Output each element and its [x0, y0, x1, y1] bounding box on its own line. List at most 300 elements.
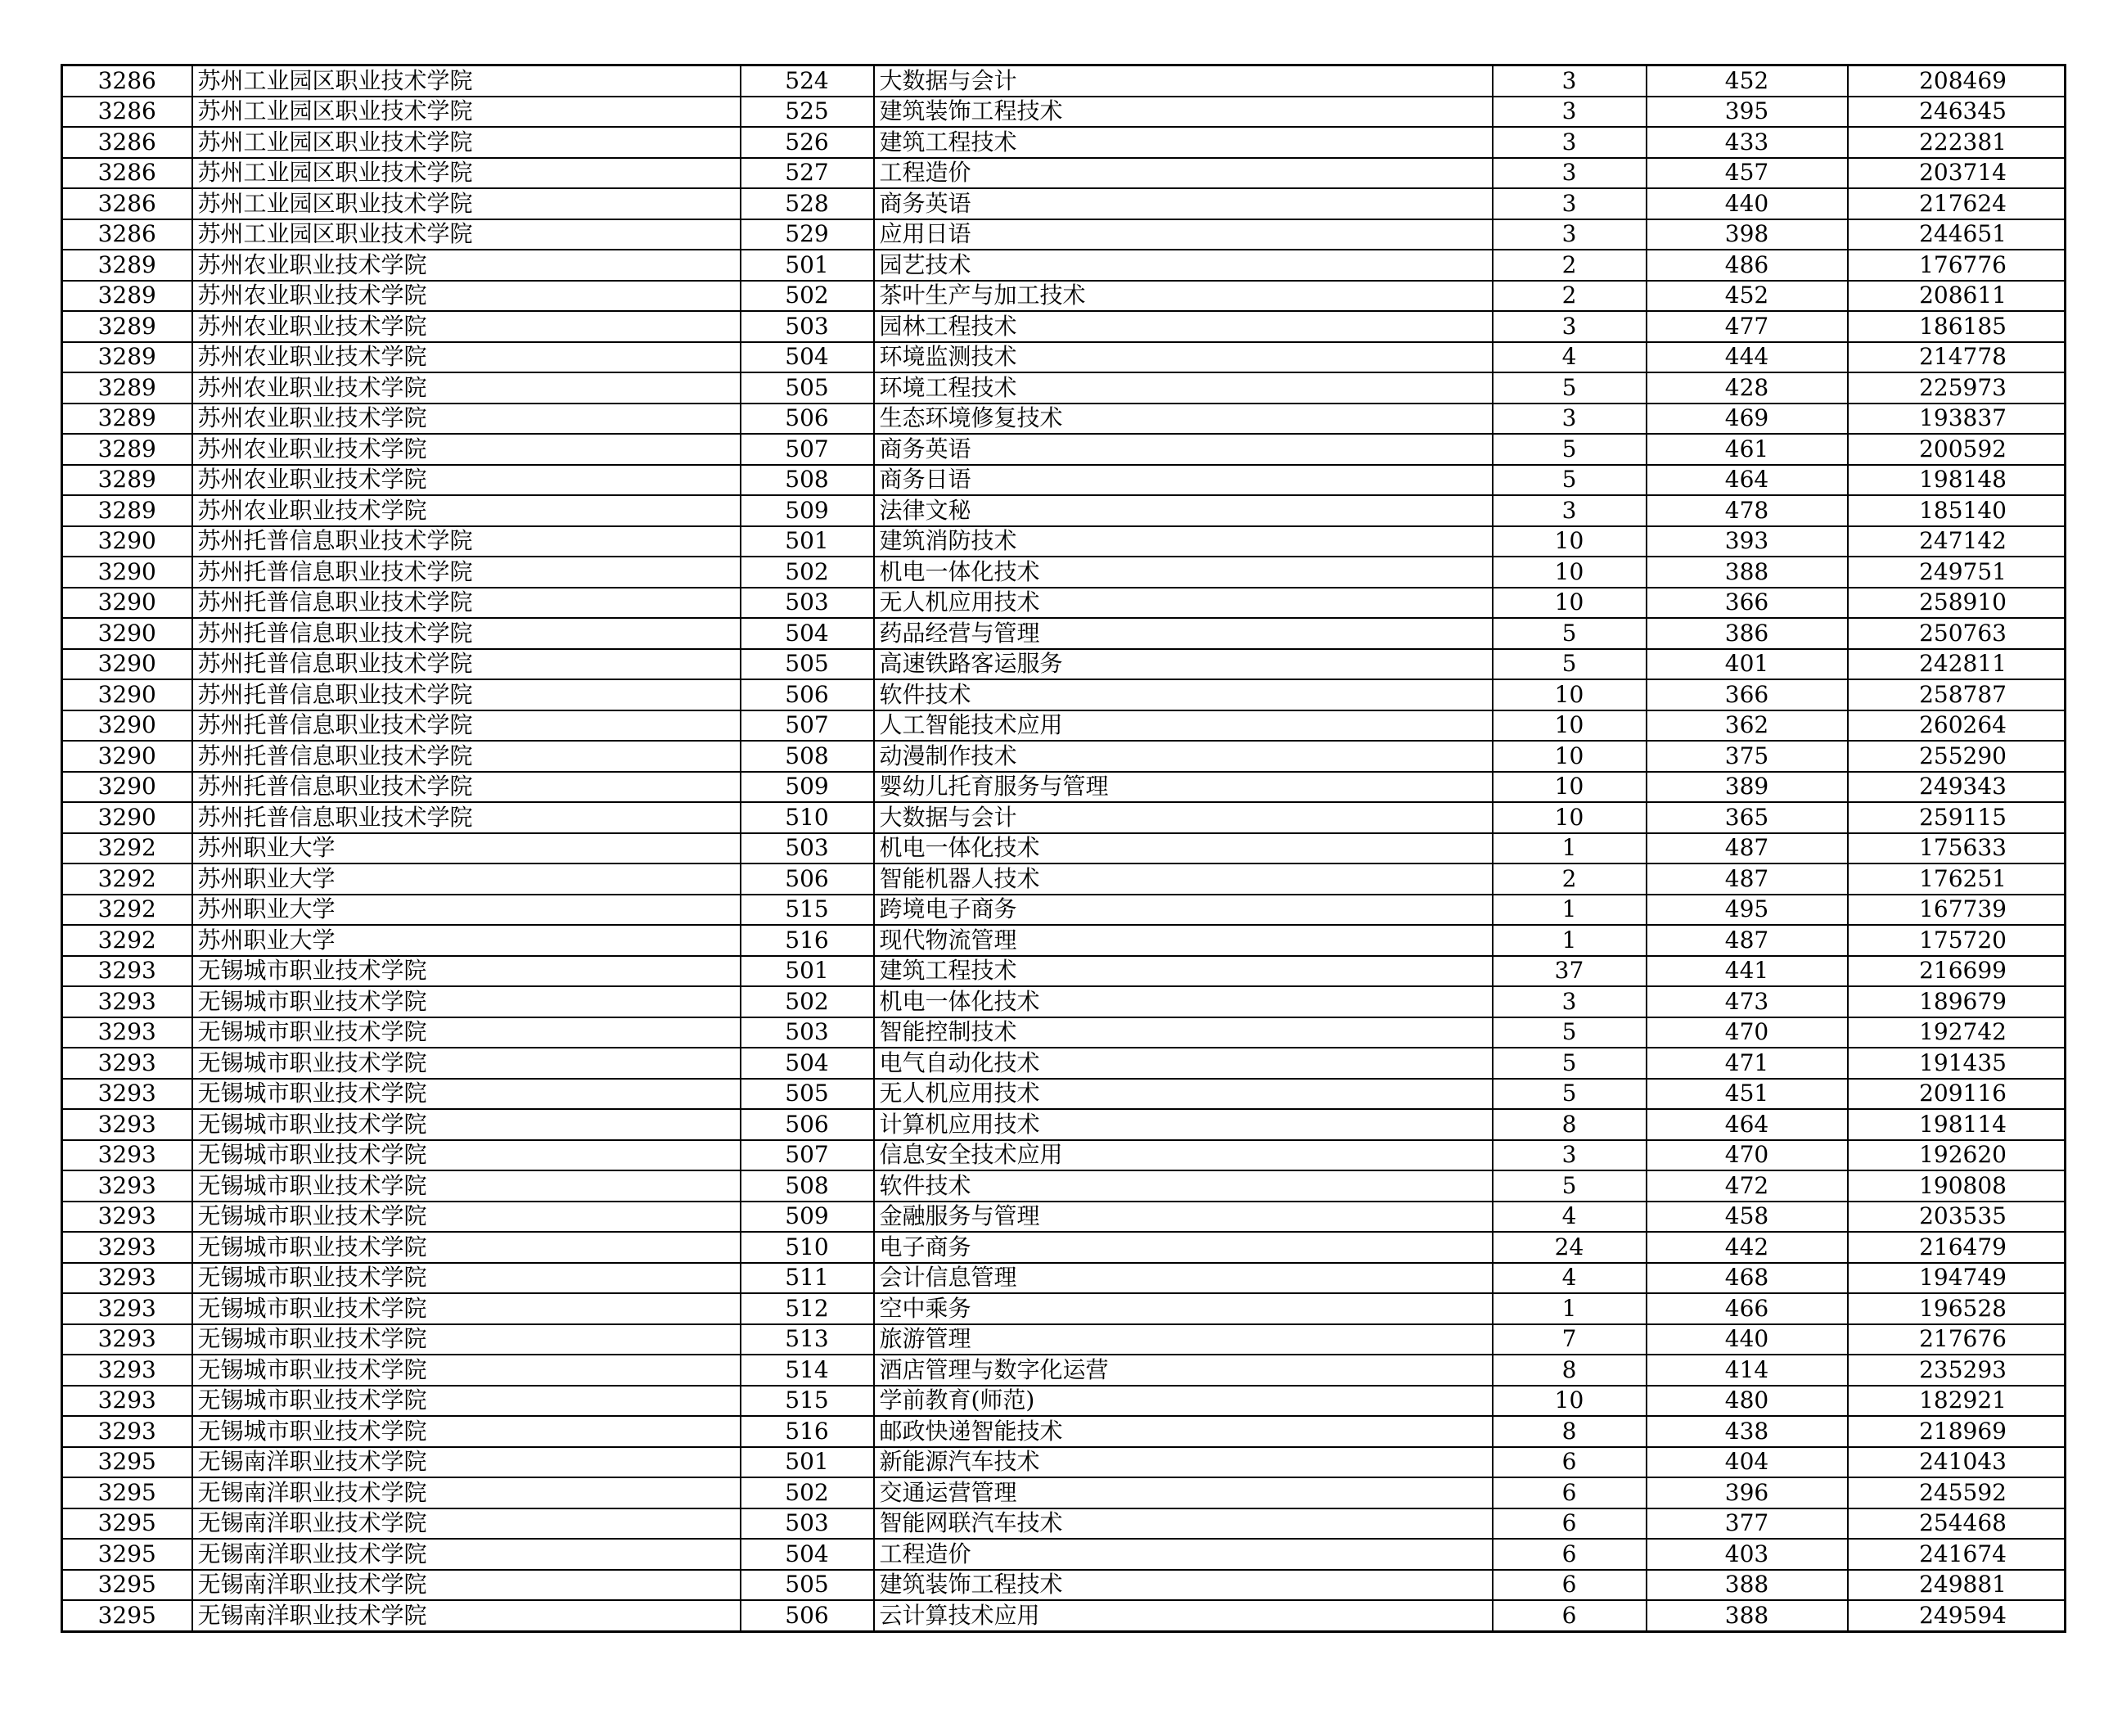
min-score-cell: 473	[1647, 986, 1848, 1017]
major-code-cell: 516	[741, 925, 874, 956]
plan-count-cell: 8	[1493, 1416, 1647, 1447]
plan-count-cell: 37	[1493, 956, 1647, 987]
table-row	[62, 557, 2066, 588]
major-code-cell: 509	[741, 495, 874, 526]
major-code-cell: 503	[741, 833, 874, 864]
school-name-cell: 无锡城市职业技术学院	[192, 1048, 741, 1079]
rank-cell: 222381	[1848, 127, 2066, 158]
major-code-cell: 506	[741, 1109, 874, 1140]
plan-count-cell: 10	[1493, 802, 1647, 833]
rank-cell: 241043	[1848, 1447, 2066, 1478]
plan-count-cell: 5	[1493, 1017, 1647, 1048]
major-code-cell: 507	[741, 1140, 874, 1171]
rank-cell: 209116	[1848, 1079, 2066, 1110]
major-code-cell: 526	[741, 127, 874, 158]
table-row	[62, 741, 2066, 772]
rank-cell: 167739	[1848, 895, 2066, 926]
school-code-cell: 3293	[62, 986, 192, 1017]
school-code-cell: 3289	[62, 434, 192, 465]
major-name-cell: 智能控制技术	[874, 1017, 1493, 1048]
rank-cell: 249881	[1848, 1570, 2066, 1601]
major-code-cell: 516	[741, 1416, 874, 1447]
major-code-cell: 529	[741, 219, 874, 250]
plan-count-cell: 2	[1493, 281, 1647, 312]
major-name-cell: 机电一体化技术	[874, 557, 1493, 588]
plan-count-cell: 3	[1493, 65, 1647, 97]
plan-count-cell: 4	[1493, 1202, 1647, 1233]
major-name-cell: 现代物流管理	[874, 925, 1493, 956]
school-name-cell: 无锡城市职业技术学院	[192, 1109, 741, 1140]
school-code-cell: 3293	[62, 1079, 192, 1110]
plan-count-cell: 3	[1493, 311, 1647, 342]
major-code-cell: 525	[741, 97, 874, 128]
school-name-cell: 无锡城市职业技术学院	[192, 1355, 741, 1386]
school-code-cell: 3293	[62, 1263, 192, 1294]
school-code-cell: 3290	[62, 557, 192, 588]
table-row	[62, 1048, 2066, 1079]
table-row	[62, 1263, 2066, 1294]
school-name-cell: 无锡城市职业技术学院	[192, 1140, 741, 1171]
min-score-cell: 414	[1647, 1355, 1848, 1386]
major-name-cell: 建筑消防技术	[874, 526, 1493, 557]
min-score-cell: 441	[1647, 956, 1848, 987]
table-row	[62, 618, 2066, 649]
table-row	[62, 434, 2066, 465]
rank-cell: 182921	[1848, 1386, 2066, 1417]
table-row	[62, 1539, 2066, 1570]
plan-count-cell: 4	[1493, 1263, 1647, 1294]
major-name-cell: 工程造价	[874, 1539, 1493, 1570]
school-name-cell: 无锡南洋职业技术学院	[192, 1477, 741, 1508]
school-code-cell: 3290	[62, 588, 192, 619]
rank-cell: 198114	[1848, 1109, 2066, 1140]
school-code-cell: 3293	[62, 1048, 192, 1079]
major-name-cell: 会计信息管理	[874, 1263, 1493, 1294]
major-code-cell: 503	[741, 588, 874, 619]
rank-cell: 200592	[1848, 434, 2066, 465]
major-code-cell: 515	[741, 1386, 874, 1417]
school-name-cell: 无锡城市职业技术学院	[192, 1263, 741, 1294]
school-name-cell: 无锡城市职业技术学院	[192, 986, 741, 1017]
min-score-cell: 403	[1647, 1539, 1848, 1570]
major-name-cell: 商务日语	[874, 465, 1493, 496]
table-row	[62, 97, 2066, 128]
major-name-cell: 法律文秘	[874, 495, 1493, 526]
min-score-cell: 366	[1647, 588, 1848, 619]
rank-cell: 198148	[1848, 465, 2066, 496]
school-code-cell: 3293	[62, 1386, 192, 1417]
school-name-cell: 苏州农业职业技术学院	[192, 250, 741, 281]
plan-count-cell: 10	[1493, 588, 1647, 619]
school-name-cell: 无锡南洋职业技术学院	[192, 1539, 741, 1570]
plan-count-cell: 24	[1493, 1232, 1647, 1263]
major-name-cell: 高速铁路客运服务	[874, 649, 1493, 680]
major-code-cell: 507	[741, 434, 874, 465]
rank-cell: 249594	[1848, 1600, 2066, 1631]
school-name-cell: 无锡城市职业技术学院	[192, 1324, 741, 1355]
school-code-cell: 3286	[62, 188, 192, 219]
major-code-cell: 505	[741, 1570, 874, 1601]
plan-count-cell: 3	[1493, 219, 1647, 250]
plan-count-cell: 7	[1493, 1324, 1647, 1355]
plan-count-cell: 5	[1493, 649, 1647, 680]
min-score-cell: 469	[1647, 404, 1848, 435]
min-score-cell: 440	[1647, 188, 1848, 219]
school-name-cell: 苏州农业职业技术学院	[192, 495, 741, 526]
school-code-cell: 3293	[62, 1324, 192, 1355]
table-row	[62, 863, 2066, 895]
school-code-cell: 3293	[62, 1293, 192, 1324]
school-code-cell: 3286	[62, 97, 192, 128]
min-score-cell: 464	[1647, 465, 1848, 496]
school-code-cell: 3295	[62, 1508, 192, 1540]
plan-count-cell: 4	[1493, 342, 1647, 373]
school-name-cell: 苏州职业大学	[192, 895, 741, 926]
school-code-cell: 3293	[62, 1232, 192, 1263]
major-name-cell: 商务英语	[874, 434, 1493, 465]
min-score-cell: 366	[1647, 679, 1848, 710]
school-name-cell: 无锡城市职业技术学院	[192, 1017, 741, 1048]
school-name-cell: 苏州农业职业技术学院	[192, 311, 741, 342]
min-score-cell: 472	[1647, 1170, 1848, 1202]
table-row	[62, 495, 2066, 526]
min-score-cell: 386	[1647, 618, 1848, 649]
min-score-cell: 468	[1647, 1263, 1848, 1294]
school-name-cell: 无锡城市职业技术学院	[192, 1170, 741, 1202]
min-score-cell: 452	[1647, 65, 1848, 97]
school-code-cell: 3290	[62, 802, 192, 833]
min-score-cell: 487	[1647, 925, 1848, 956]
school-code-cell: 3290	[62, 710, 192, 742]
major-name-cell: 园林工程技术	[874, 311, 1493, 342]
rank-cell: 217676	[1848, 1324, 2066, 1355]
school-name-cell: 苏州托普信息职业技术学院	[192, 802, 741, 833]
major-name-cell: 茶叶生产与加工技术	[874, 281, 1493, 312]
table-row	[62, 1477, 2066, 1508]
min-score-cell: 451	[1647, 1079, 1848, 1110]
min-score-cell: 433	[1647, 127, 1848, 158]
table-row	[62, 1109, 2066, 1140]
table-row	[62, 1202, 2066, 1233]
major-code-cell: 501	[741, 1447, 874, 1478]
rank-cell: 193837	[1848, 404, 2066, 435]
major-name-cell: 园艺技术	[874, 250, 1493, 281]
school-name-cell: 无锡城市职业技术学院	[192, 956, 741, 987]
rank-cell: 235293	[1848, 1355, 2066, 1386]
school-code-cell: 3286	[62, 127, 192, 158]
major-name-cell: 交通运营管理	[874, 1477, 1493, 1508]
min-score-cell: 401	[1647, 649, 1848, 680]
table-row	[62, 1416, 2066, 1447]
major-name-cell: 金融服务与管理	[874, 1202, 1493, 1233]
major-name-cell: 新能源汽车技术	[874, 1447, 1493, 1478]
major-name-cell: 工程造价	[874, 158, 1493, 189]
rank-cell: 190808	[1848, 1170, 2066, 1202]
school-code-cell: 3293	[62, 956, 192, 987]
plan-count-cell: 2	[1493, 863, 1647, 895]
school-name-cell: 无锡城市职业技术学院	[192, 1386, 741, 1417]
min-score-cell: 388	[1647, 1570, 1848, 1601]
plan-count-cell: 2	[1493, 250, 1647, 281]
school-name-cell: 苏州托普信息职业技术学院	[192, 557, 741, 588]
table-body	[62, 65, 2066, 1632]
major-code-cell: 506	[741, 1600, 874, 1631]
major-name-cell: 大数据与会计	[874, 65, 1493, 97]
major-name-cell: 邮政快递智能技术	[874, 1416, 1493, 1447]
table-row	[62, 1293, 2066, 1324]
rank-cell: 216479	[1848, 1232, 2066, 1263]
rank-cell: 241674	[1848, 1539, 2066, 1570]
major-name-cell: 跨境电子商务	[874, 895, 1493, 926]
table-row	[62, 956, 2066, 987]
table-row	[62, 986, 2066, 1017]
major-code-cell: 504	[741, 1539, 874, 1570]
major-code-cell: 506	[741, 404, 874, 435]
school-name-cell: 无锡南洋职业技术学院	[192, 1600, 741, 1631]
table-row	[62, 1508, 2066, 1540]
table-row	[62, 710, 2066, 742]
school-name-cell: 苏州农业职业技术学院	[192, 372, 741, 404]
school-code-cell: 3295	[62, 1539, 192, 1570]
plan-count-cell: 6	[1493, 1477, 1647, 1508]
major-name-cell: 无人机应用技术	[874, 1079, 1493, 1110]
plan-count-cell: 5	[1493, 618, 1647, 649]
min-score-cell: 396	[1647, 1477, 1848, 1508]
table-row	[62, 1386, 2066, 1417]
table-row	[62, 1355, 2066, 1386]
table-row	[62, 127, 2066, 158]
plan-count-cell: 3	[1493, 404, 1647, 435]
table-row	[62, 1570, 2066, 1601]
min-score-cell: 395	[1647, 97, 1848, 128]
school-name-cell: 苏州工业园区职业技术学院	[192, 158, 741, 189]
major-code-cell: 527	[741, 158, 874, 189]
major-code-cell: 515	[741, 895, 874, 926]
school-name-cell: 苏州职业大学	[192, 863, 741, 895]
rank-cell: 254468	[1848, 1508, 2066, 1540]
major-code-cell: 503	[741, 311, 874, 342]
table-row	[62, 311, 2066, 342]
table-row	[62, 526, 2066, 557]
min-score-cell: 495	[1647, 895, 1848, 926]
plan-count-cell: 3	[1493, 97, 1647, 128]
rank-cell: 247142	[1848, 526, 2066, 557]
major-name-cell: 信息安全技术应用	[874, 1140, 1493, 1171]
plan-count-cell: 3	[1493, 495, 1647, 526]
school-code-cell: 3292	[62, 895, 192, 926]
major-code-cell: 510	[741, 802, 874, 833]
school-name-cell: 苏州工业园区职业技术学院	[192, 97, 741, 128]
min-score-cell: 388	[1647, 557, 1848, 588]
rank-cell: 203714	[1848, 158, 2066, 189]
min-score-cell: 487	[1647, 863, 1848, 895]
plan-count-cell: 5	[1493, 434, 1647, 465]
table-row	[62, 219, 2066, 250]
major-name-cell: 无人机应用技术	[874, 588, 1493, 619]
major-name-cell: 智能机器人技术	[874, 863, 1493, 895]
major-code-cell: 503	[741, 1508, 874, 1540]
plan-count-cell: 10	[1493, 772, 1647, 803]
major-code-cell: 501	[741, 956, 874, 987]
plan-count-cell: 3	[1493, 127, 1647, 158]
plan-count-cell: 1	[1493, 925, 1647, 956]
table-row	[62, 925, 2066, 956]
plan-count-cell: 10	[1493, 710, 1647, 742]
rank-cell: 258910	[1848, 588, 2066, 619]
plan-count-cell: 3	[1493, 158, 1647, 189]
table-row	[62, 895, 2066, 926]
min-score-cell: 457	[1647, 158, 1848, 189]
school-code-cell: 3289	[62, 372, 192, 404]
plan-count-cell: 3	[1493, 986, 1647, 1017]
table-row	[62, 1017, 2066, 1048]
table-row	[62, 833, 2066, 864]
major-code-cell: 509	[741, 772, 874, 803]
major-name-cell: 婴幼儿托育服务与管理	[874, 772, 1493, 803]
rank-cell: 225973	[1848, 372, 2066, 404]
min-score-cell: 377	[1647, 1508, 1848, 1540]
plan-count-cell: 5	[1493, 1048, 1647, 1079]
major-name-cell: 软件技术	[874, 679, 1493, 710]
major-code-cell: 513	[741, 1324, 874, 1355]
min-score-cell: 452	[1647, 281, 1848, 312]
min-score-cell: 442	[1647, 1232, 1848, 1263]
rank-cell: 245592	[1848, 1477, 2066, 1508]
school-code-cell: 3290	[62, 618, 192, 649]
school-code-cell: 3295	[62, 1600, 192, 1631]
school-code-cell: 3293	[62, 1170, 192, 1202]
rank-cell: 258787	[1848, 679, 2066, 710]
plan-count-cell: 6	[1493, 1447, 1647, 1478]
major-code-cell: 507	[741, 710, 874, 742]
school-name-cell: 苏州工业园区职业技术学院	[192, 219, 741, 250]
min-score-cell: 471	[1647, 1048, 1848, 1079]
school-name-cell: 苏州农业职业技术学院	[192, 342, 741, 373]
table-row	[62, 649, 2066, 680]
rank-cell: 244651	[1848, 219, 2066, 250]
school-name-cell: 苏州托普信息职业技术学院	[192, 772, 741, 803]
min-score-cell: 404	[1647, 1447, 1848, 1478]
major-code-cell: 505	[741, 1079, 874, 1110]
table-row	[62, 772, 2066, 803]
school-code-cell: 3290	[62, 679, 192, 710]
plan-count-cell: 6	[1493, 1600, 1647, 1631]
major-name-cell: 生态环境修复技术	[874, 404, 1493, 435]
major-code-cell: 514	[741, 1355, 874, 1386]
min-score-cell: 486	[1647, 250, 1848, 281]
school-code-cell: 3289	[62, 465, 192, 496]
school-code-cell: 3295	[62, 1447, 192, 1478]
school-code-cell: 3286	[62, 219, 192, 250]
rank-cell: 250763	[1848, 618, 2066, 649]
table-row	[62, 188, 2066, 219]
school-code-cell: 3290	[62, 649, 192, 680]
school-name-cell: 苏州工业园区职业技术学院	[192, 188, 741, 219]
school-code-cell: 3295	[62, 1477, 192, 1508]
major-name-cell: 软件技术	[874, 1170, 1493, 1202]
major-name-cell: 电子商务	[874, 1232, 1493, 1263]
table-row	[62, 802, 2066, 833]
school-code-cell: 3289	[62, 495, 192, 526]
school-code-cell: 3290	[62, 772, 192, 803]
plan-count-cell: 8	[1493, 1109, 1647, 1140]
min-score-cell: 470	[1647, 1017, 1848, 1048]
table-row	[62, 250, 2066, 281]
plan-count-cell: 6	[1493, 1539, 1647, 1570]
min-score-cell: 388	[1647, 1600, 1848, 1631]
min-score-cell: 438	[1647, 1416, 1848, 1447]
major-name-cell: 机电一体化技术	[874, 833, 1493, 864]
major-code-cell: 504	[741, 618, 874, 649]
rank-cell: 191435	[1848, 1048, 2066, 1079]
major-code-cell: 506	[741, 679, 874, 710]
rank-cell: 185140	[1848, 495, 2066, 526]
school-code-cell: 3292	[62, 863, 192, 895]
major-name-cell: 环境监测技术	[874, 342, 1493, 373]
major-code-cell: 508	[741, 741, 874, 772]
major-code-cell: 501	[741, 526, 874, 557]
min-score-cell: 461	[1647, 434, 1848, 465]
school-name-cell: 无锡南洋职业技术学院	[192, 1508, 741, 1540]
min-score-cell: 487	[1647, 833, 1848, 864]
school-name-cell: 无锡城市职业技术学院	[192, 1232, 741, 1263]
plan-count-cell: 10	[1493, 679, 1647, 710]
rank-cell: 176251	[1848, 863, 2066, 895]
major-code-cell: 506	[741, 863, 874, 895]
table-row	[62, 679, 2066, 710]
major-code-cell: 509	[741, 1202, 874, 1233]
plan-count-cell: 5	[1493, 372, 1647, 404]
table-row	[62, 465, 2066, 496]
rank-cell: 189679	[1848, 986, 2066, 1017]
major-name-cell: 动漫制作技术	[874, 741, 1493, 772]
major-name-cell: 建筑工程技术	[874, 956, 1493, 987]
plan-count-cell: 6	[1493, 1570, 1647, 1601]
major-name-cell: 学前教育(师范)	[874, 1386, 1493, 1417]
rank-cell: 175720	[1848, 925, 2066, 956]
school-code-cell: 3289	[62, 404, 192, 435]
plan-count-cell: 1	[1493, 1293, 1647, 1324]
rank-cell: 186185	[1848, 311, 2066, 342]
min-score-cell: 480	[1647, 1386, 1848, 1417]
major-name-cell: 计算机应用技术	[874, 1109, 1493, 1140]
major-name-cell: 建筑工程技术	[874, 127, 1493, 158]
table-row	[62, 1447, 2066, 1478]
school-code-cell: 3293	[62, 1202, 192, 1233]
min-score-cell: 466	[1647, 1293, 1848, 1324]
major-name-cell: 药品经营与管理	[874, 618, 1493, 649]
plan-count-cell: 10	[1493, 526, 1647, 557]
major-name-cell: 旅游管理	[874, 1324, 1493, 1355]
school-code-cell: 3286	[62, 158, 192, 189]
plan-count-cell: 1	[1493, 895, 1647, 926]
major-code-cell: 508	[741, 465, 874, 496]
major-code-cell: 511	[741, 1263, 874, 1294]
table-row	[62, 281, 2066, 312]
rank-cell: 214778	[1848, 342, 2066, 373]
major-name-cell: 空中乘务	[874, 1293, 1493, 1324]
school-code-cell: 3290	[62, 741, 192, 772]
min-score-cell: 393	[1647, 526, 1848, 557]
min-score-cell: 458	[1647, 1202, 1848, 1233]
table-row	[62, 588, 2066, 619]
min-score-cell: 428	[1647, 372, 1848, 404]
school-code-cell: 3293	[62, 1017, 192, 1048]
rank-cell: 196528	[1848, 1293, 2066, 1324]
major-name-cell: 云计算技术应用	[874, 1600, 1493, 1631]
major-name-cell: 商务英语	[874, 188, 1493, 219]
school-name-cell: 无锡城市职业技术学院	[192, 1416, 741, 1447]
